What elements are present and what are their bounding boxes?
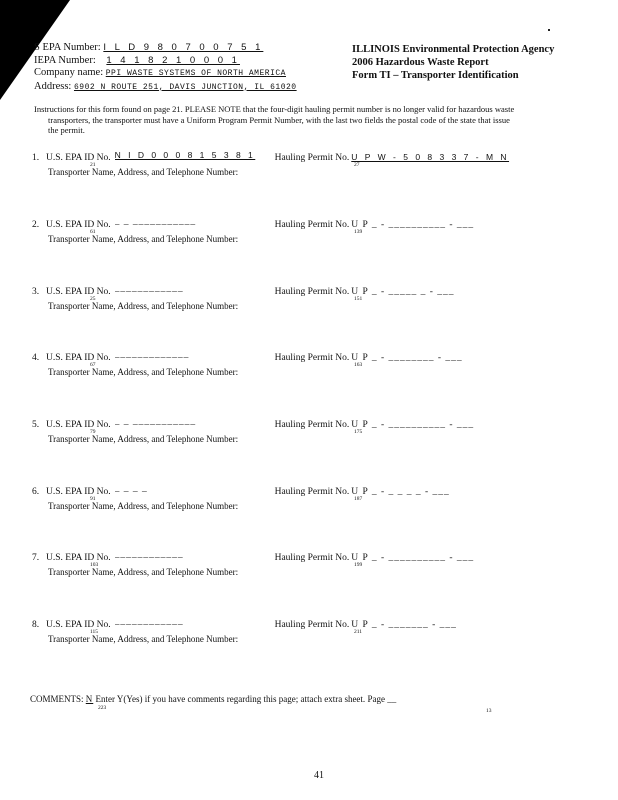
hauling-field-code: 27 (354, 162, 360, 168)
entry-id-row (32, 350, 463, 368)
epa-id-label: U.S. EPA ID No. (46, 420, 111, 430)
epa-id-label: U.S. EPA ID No. (46, 353, 111, 363)
epa-number-value[interactable]: I L D 9 8 0 7 0 0 7 5 1 (103, 42, 264, 53)
entry-number: 2. (32, 220, 40, 230)
entry-id-row (32, 150, 510, 168)
instructions (34, 104, 594, 136)
hauling-field-code: 187 (354, 496, 363, 502)
transporter-details-label: Transporter Name, Address, and Telephone Number: (48, 501, 239, 511)
transporter-entry (32, 150, 509, 177)
comments-row (30, 694, 492, 714)
transporter-entry (32, 550, 474, 577)
epa-id-field-code: 103 (90, 562, 99, 568)
epa-id-value[interactable]: ____________ (114, 550, 184, 560)
iepa-number-row (34, 55, 297, 68)
entry-id-row (32, 217, 475, 235)
epa-id-field-code: 21 (90, 162, 96, 168)
epa-id-field-code: 115 (90, 629, 99, 635)
hauling-permit-label: Hauling Permit No. (274, 487, 350, 497)
epa-id-value[interactable]: ____________ (114, 617, 184, 627)
hauling-permit-value[interactable]: U P _ - ________ - ___ (351, 353, 463, 363)
hauling-permit-value[interactable]: U P _ - __________ - ___ (351, 420, 475, 430)
epa-id-label: U.S. EPA ID No. (46, 620, 111, 630)
instructions-line-3: the permit. (48, 125, 85, 135)
address-label: Address: (34, 80, 72, 92)
iepa-number-label: IEPA Number: (34, 54, 96, 66)
epa-id-value[interactable]: _ _ _ _ (114, 484, 148, 494)
transporter-details-label: Transporter Name, Address, and Telephone Number: (48, 301, 239, 311)
header-right (352, 43, 554, 82)
entry-number: 4. (32, 353, 40, 363)
entry-number: 6. (32, 487, 40, 497)
epa-id-value[interactable]: _____________ (114, 350, 190, 360)
hauling-permit-value[interactable]: U P _ - _____ _ - ___ (351, 287, 455, 297)
report-title: 2006 Hazardous Waste Report (352, 57, 489, 68)
hauling-field-code: 151 (354, 296, 363, 302)
hauling-permit-value[interactable]: U P W - 5 0 8 3 3 7 - M N (351, 152, 510, 162)
epa-id-value[interactable]: ____________ (114, 284, 184, 294)
transporter-entry (32, 217, 474, 244)
hauling-permit-value[interactable]: U P _ - __________ - ___ (351, 220, 475, 230)
address-value[interactable]: 6902 N ROUTE 251, DAVIS JUNCTION, IL 61020 (73, 82, 297, 92)
hauling-field-code: 139 (354, 229, 363, 235)
transporter-details-label: Transporter Name, Address, and Telephone Number: (48, 434, 239, 444)
comments-code: 223 (98, 705, 107, 711)
page-number: 41 (314, 770, 324, 781)
iepa-number-value[interactable]: 1 4 1 8 2 1 0 0 0 1 (106, 54, 240, 66)
epa-id-label: U.S. EPA ID No. (46, 220, 111, 230)
address-row (34, 81, 297, 95)
entry-number: 5. (32, 420, 40, 430)
page-code: 13 (486, 708, 492, 714)
hauling-permit-label: Hauling Permit No. (274, 153, 350, 163)
epa-id-field-code: 67 (90, 362, 96, 368)
epa-number-label: S EPA Number: (34, 42, 101, 53)
header-left (34, 42, 297, 94)
comments-value[interactable]: N (85, 694, 94, 704)
form-title: Form TI – Transporter Identification (352, 70, 519, 81)
epa-id-value[interactable]: N I D 0 0 0 8 1 5 3 8 1 (114, 150, 256, 160)
transporter-entry (32, 617, 457, 644)
comments-label: COMMENTS: (30, 694, 84, 704)
entry-id-row (32, 550, 475, 568)
company-value[interactable]: PPI WASTE SYSTEMS OF NORTH AMERICA (105, 69, 286, 78)
epa-id-field-code: 91 (90, 496, 96, 502)
hauling-permit-label: Hauling Permit No. (274, 353, 350, 363)
entry-id-row (32, 617, 457, 635)
comments-text: Enter Y(Yes) if you have comments regarding this page; attach extra sheet. (95, 694, 366, 704)
hauling-field-code: 211 (354, 629, 363, 635)
hauling-permit-label: Hauling Permit No. (274, 220, 350, 230)
epa-id-value[interactable]: _ _ ___________ (114, 217, 197, 227)
company-row (34, 67, 297, 81)
hauling-field-code: 199 (354, 562, 363, 568)
hauling-field-code: 175 (354, 429, 363, 435)
epa-id-label: U.S. EPA ID No. (46, 487, 111, 497)
hauling-permit-label: Hauling Permit No. (274, 553, 350, 563)
hauling-permit-value[interactable]: U P _ - _______ - ___ (351, 620, 457, 630)
transporter-details-label: Transporter Name, Address, and Telephone Number: (48, 567, 239, 577)
epa-id-label: U.S. EPA ID No. (46, 153, 111, 163)
transporter-details-label: Transporter Name, Address, and Telephone Number: (48, 634, 239, 644)
hauling-permit-value[interactable]: U P _ - __________ - ___ (351, 553, 475, 563)
instructions-line-1: Instructions for this form found on page 21. PLEASE NOTE that the four-digit hauling permit number is no longer valid for hazardous waste (34, 104, 515, 114)
page-label: Page (367, 694, 385, 704)
epa-id-field-code: 25 (90, 296, 96, 302)
hauling-field-code: 163 (354, 362, 363, 368)
transporter-details-label: Transporter Name, Address, and Telephone Number: (48, 234, 239, 244)
company-label: Company name: (34, 67, 104, 78)
hauling-permit-label: Hauling Permit No. (274, 287, 350, 297)
epa-id-field-code: 79 (90, 429, 96, 435)
epa-id-field-code: 61 (90, 229, 96, 235)
epa-number-row (34, 42, 297, 55)
entry-number: 7. (32, 553, 40, 563)
entry-number: 1. (32, 153, 40, 163)
transporter-details-label: Transporter Name, Address, and Telephone Number: (48, 367, 239, 377)
transporter-details-label: Transporter Name, Address, and Telephone Number: (48, 167, 239, 177)
hauling-permit-value[interactable]: U P _ - _ _ _ _ - ___ (351, 487, 450, 497)
scan-speck (548, 29, 550, 31)
page-blank[interactable]: __ (387, 694, 397, 704)
hauling-permit-label: Hauling Permit No. (274, 620, 350, 630)
transporter-entry (32, 417, 474, 444)
epa-id-value[interactable]: _ _ ___________ (114, 417, 197, 427)
entry-id-row (32, 284, 455, 302)
entry-number: 8. (32, 620, 40, 630)
transporter-entry (32, 484, 450, 511)
entry-number: 3. (32, 287, 40, 297)
hauling-permit-label: Hauling Permit No. (274, 420, 350, 430)
entry-id-row (32, 417, 475, 435)
transporter-entry (32, 284, 455, 311)
entry-id-row (32, 484, 450, 502)
instructions-line-2: transporters, the transporter must have a Uniform Program Permit Number, with the last two fields the postal code of the state that issue (48, 114, 510, 125)
epa-id-label: U.S. EPA ID No. (46, 553, 111, 563)
agency-title: ILLINOIS Environmental Protection Agency (352, 44, 555, 55)
transporter-entry (32, 350, 463, 377)
epa-id-label: U.S. EPA ID No. (46, 287, 111, 297)
